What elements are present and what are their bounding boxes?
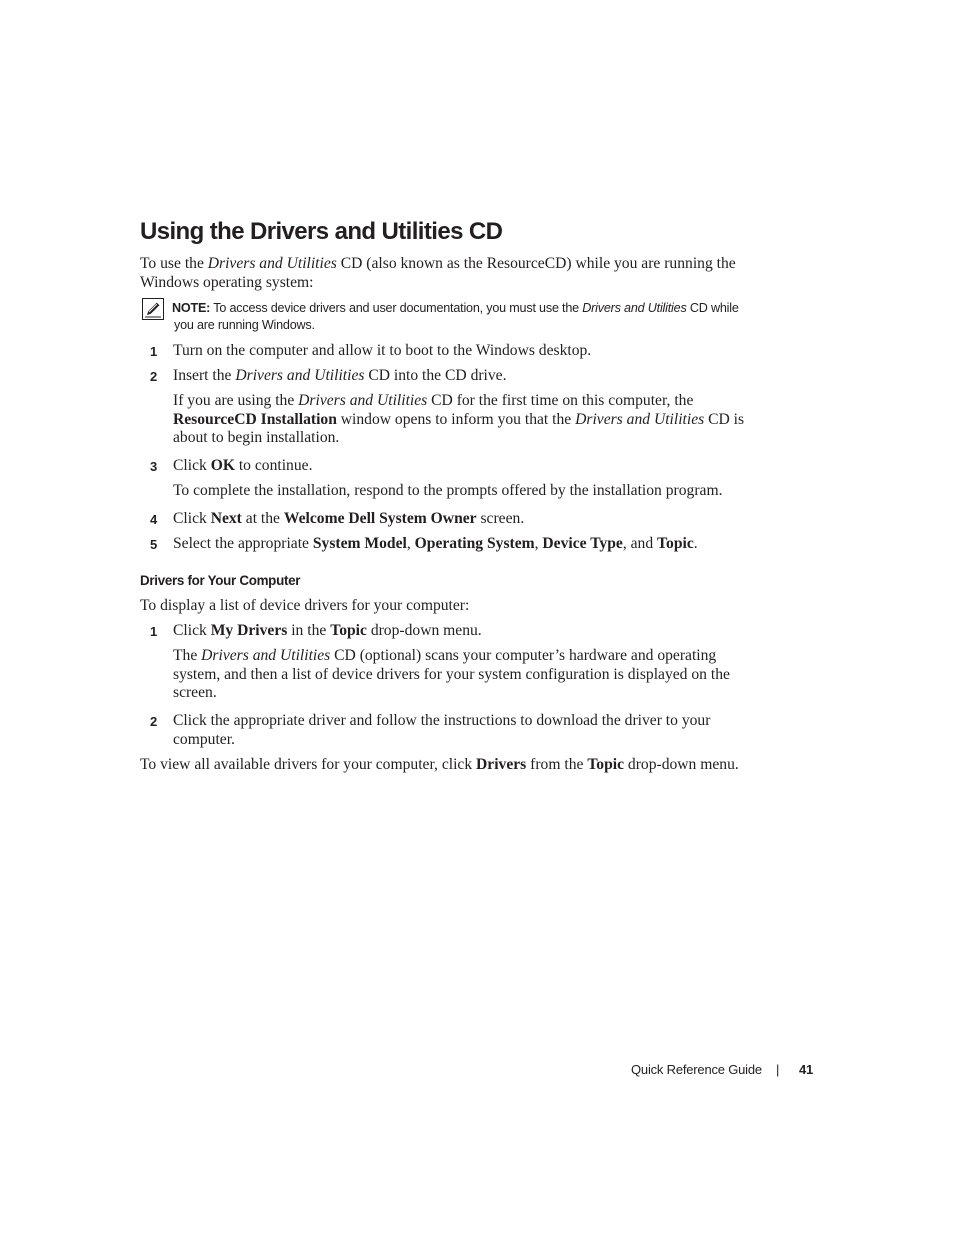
step-number: 2: [150, 369, 158, 384]
note-text: CD while: [686, 301, 739, 315]
step-4-text: Click Next at the Welcome Dell System Owner screen.: [173, 510, 525, 527]
step-2-text: Insert the Drivers and Utilities CD into the CD drive.: [173, 367, 507, 384]
step-5-text: Select the appropriate System Model, Operating System, Device Type, and Topic.: [173, 535, 698, 552]
intro-text: CD (also known as the ResourceCD) while you are running the: [336, 255, 736, 272]
note-text-line2: you are running Windows.: [174, 318, 315, 332]
note-pencil-icon: [142, 298, 164, 320]
resourcecd-installation-label: ResourceCD Installation: [173, 410, 337, 428]
intro-text: To use the: [140, 255, 208, 272]
step-3-detail: To complete the installation, respond to the prompts offered by the installation program.: [173, 482, 723, 499]
note-text: To access device drivers and user documentation, you must use the: [210, 301, 583, 315]
closing-paragraph: To view all available drivers for your computer, click Drivers from the Topic drop-down menu.: [140, 756, 739, 773]
step-number: 1: [150, 624, 158, 639]
section-subheading: Drivers for Your Computer: [140, 573, 301, 588]
intro-paragraph: [140, 255, 780, 292]
intro-text-line2: Windows operating system:: [140, 273, 314, 291]
intro-cd-name: Drivers and Utilities: [207, 255, 337, 272]
drivers-intro: To display a list of device drivers for your computer:: [140, 597, 470, 614]
page-title: Using the Drivers and Utilities CD: [140, 218, 503, 245]
step-2-detail: If you are using the Drivers and Utilities CD for the first time on this computer, the ResourceCD Installation window opens to inform you that the Drivers and Utilities CD is about to begin installation.: [173, 392, 745, 446]
step-number: 4: [150, 512, 158, 527]
drivers-step-1-detail: The Drivers and Utilities CD (optional) scans your computer’s hardware and operating system, and then a list of device drivers for your system configuration is displayed on the screen.: [173, 647, 730, 701]
step-number: 5: [150, 537, 158, 552]
step-number: 2: [150, 714, 158, 729]
footer-guide-title: Quick Reference Guide: [631, 1062, 762, 1077]
page-number: 41: [799, 1062, 814, 1077]
step-number: 3: [150, 459, 158, 474]
note-cd-name: Drivers and Utilities: [582, 301, 687, 315]
note-block: [172, 300, 772, 334]
step-number: 1: [150, 344, 158, 359]
step-1-text: Turn on the computer and allow it to boot to the Windows desktop.: [173, 342, 592, 359]
drivers-step-2-text: Click the appropriate driver and follow the instructions to download the driver to your computer.: [173, 712, 711, 748]
drivers-step-1-text: Click My Drivers in the Topic drop-down menu.: [173, 622, 482, 639]
step-3-text: Click OK to continue.: [173, 457, 313, 474]
note-label: NOTE:: [172, 301, 211, 315]
footer-separator: |: [776, 1062, 780, 1077]
